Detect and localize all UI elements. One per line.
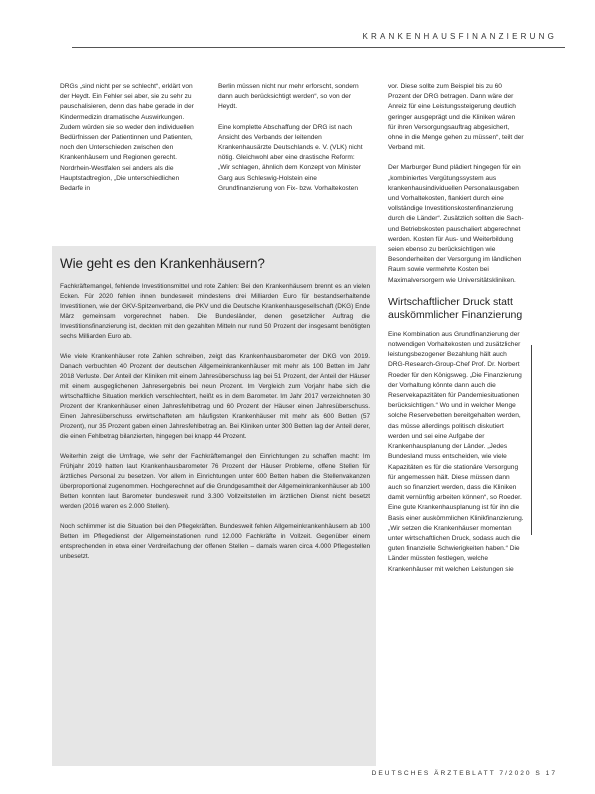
info-box-paragraph-4: Noch schlimmer ist die Situation bei den Pflegekräften. Bundesweit fehlen Allgemeinkrankenhäusern ab 100 Betten im Pflegedienst der Allgemeinstationen rund 12.000 Fachkräfte in Vollzeit. Gegenüber einem entsprechenden in etwa einer Verdreifachung der offenen Stellen – damals waren circa 4.000 Pflegestellen unbesetzt. bbox=[60, 523, 370, 560]
article-column-1 bbox=[60, 82, 200, 204]
margin-rule bbox=[531, 345, 532, 535]
column-2-paragraph-1: Berlin müssen nicht nur mehr erforscht, sondern dann auch berücksichtigt werden“, so von der Heydt. bbox=[218, 83, 359, 111]
column-3-paragraph-2: Der Marburger Bund plädiert hingegen für ein „kombiniertes Vergütungssystem aus krankenhausindividuellen Personalausgaben und Vorhaltekosten, flankiert durch eine vollständige Investitionskostenfinanzierung durch die Länder“. Zusätzlich sollten die Sach- und Betriebskosten pauschaliert abgerechnet werden. Kosten für Aus- und Weiterbildung seien ebenso zu berücksichtigen wie Besonderheiten der Versorgung im ländlichen Raum sowie vermehrte Kosten bei Maximalversorgern wie Universitätskliniken. bbox=[388, 164, 524, 284]
page-footer: DEUTSCHES ÄRZTEBLATT 7/2020 S 17 bbox=[371, 770, 557, 777]
page-header bbox=[0, 0, 595, 50]
article-column-3 bbox=[388, 82, 524, 585]
article-column-2 bbox=[218, 82, 366, 204]
column-3-paragraph-3: Eine Kombination aus Grundfinanzierung der notwendigen Vorhaltekosten und zusätzlicher leistungsbezogener Bezahlung hält auch DRG-Research-Group-Chef Prof. Dr. Norbert Roeder für den Königsweg. „Die Finanzierung der Vorhaltung könnte dann auch die Reservekapazitäten für Pandemiesituationen berücksichtigen.“ Wo und in welcher Menge solche Reservebetten bereitgehalten werden, das müsse allerdings politisch diskutiert werden und sei eine Aufgabe der Krankenhausplanung der Länder. „Jedes Bundesland muss entscheiden, wie viele Kapazitäten es für die stationäre Versorgung für angemessen hält. Diese müssen dann auch so finanziert werden, dass die Kliniken damit vernünftig arbeiten können“, so Roeder. Eine gute Krankenhausplanung ist für ihn die Basis einer auskömmlichen Klinikfinanzierung. „Wir setzen die Krankenhäuser momentan unter wirtschaftlichen Druck, sodass auch die guten finanzielle Schwierigkeiten haben.“ Die Länder müssten festlegen, welche Krankenhäuser mit welchen Leistungen sie bbox=[388, 330, 524, 573]
column-1-paragraph: DRGs „sind nicht per se schlecht“, erklärt von der Heydt. Ein Fehler sei aber, sie zu sehr zu pauschalisieren, denn das habe gerade in der Kindermedizin dramatische Auswirkungen. Zudem würden sie so weder den individuellen Bedürfnissen der Patientinnen und Patienten, noch den Unterschieden zwischen den Krankenhäusern und Regionen gerecht. Nordrhein-Westfalen sei anders als die Hauptstadtregion, „Die unterschiedlichen Bedarfe in bbox=[60, 83, 194, 193]
info-box-paragraph-1: Fachkräftemangel, fehlende Investitionsmittel und rote Zahlen: Bei den Krankenhäusern brennt es an vielen Ecken. Für 2020 fehlen ihnen bundesweit mindestens drei Milliarden Euro für bestandserhaltende Investitionen, wie der GKV-Spitzenverband, die PKV und die Deutsche Krankenhausgesellschaft (DKG) Ende März gemeinsam vorgerechnet haben. Die Bundesländer, denen gesetzlicher Auftrag die Investitionsfinanzierung ist, deckten mit den gezahlten Mitteln nur rund 50 Prozent der insgesamt benötigten sechs Milliarden Euro ab. bbox=[60, 283, 370, 340]
info-box bbox=[52, 246, 376, 766]
info-box-title: Wie geht es den Krankenhäusern? bbox=[60, 256, 265, 271]
column-2-paragraph-2: Eine komplette Abschaffung der DRG ist nach Ansicht des Verbands der leitenden Krankenhausärzte Deutschlands e. V. (VLK) nicht nötig. Gleichwohl aber eine drastische Reform: „Wir schlagen, ähnlich dem Konzept von Minister Garg aus Schleswig-Holstein eine Grundfinanzierung von Fix- bzw. Vorhaltekosten bbox=[218, 123, 363, 192]
header-divider bbox=[72, 47, 565, 48]
section-subheading: Wirtschaftlicher Druck statt auskömmlicher Finanzierung bbox=[388, 295, 523, 321]
info-box-paragraph-2: Wie viele Krankenhäuser rote Zahlen schreiben, zeigt das Krankenhausbarometer der DKG von 2019. Danach verbuchten 40 Prozent der deutschen Allgemeinkrankenhäuser mit mehr als 100 Betten im Jahr 2018 Verluste. Der Anteil der Kliniken mit einem Jahresüberschuss lag bei 51 Prozent, der Anteil der Häuser mit einem ausgeglichenen Jahresergebnis bei neun Prozent. Im Vergleich zum Vorjahr habe sich die wirtschaftliche Situation merklich verschlechtert, heißt es in dem Barometer. Im Jahr 2017 verzeichneten 30 Prozent der Krankenhäuser einen Jahresfehlbetrag und 60 Prozent der Häuser einen Jahresüberschuss. Einen Jahresüberschuss erwirtschafteten am häufigsten Krankenhäuser mit mehr als 600 Betten (57 Prozent), nur 35 Prozent gaben einen Jahresfehlbetrag an. Bei Kliniken unter 300 Betten lag der Anteil derer, die einen Fehlbetrag bilanzierten, hingegen bei knapp 44 Prozent. bbox=[60, 353, 370, 440]
info-box-paragraph-3: Weiterhin zeigt die Umfrage, wie sehr der Fachkräftemangel den Einrichtungen zu schaffen macht: Im Frühjahr 2019 hatten laut Krankenhausbarometer 76 Prozent der Häuser Probleme, offene Stellen für ärztliches Personal zu besetzen. Vor allem in Einrichtungen unter 600 Betten haben die Stellenvakanzen überproportional zugenommen. Hochgerechnet auf die Grundgesamtheit der Allgemeinkrankenhäuser ab 100 Betten konnten laut Barometer bundesweit rund 3.300 Vollzeitstellen im ärztlichen Dienst nicht besetzt werden (2016 waren es 2.000 Stellen). bbox=[60, 453, 370, 510]
info-box-body bbox=[60, 282, 370, 572]
column-3-paragraph-1: vor. Diese sollte zum Beispiel bis zu 60 Prozent der DRG betragen. Dann wäre der Anreiz für eine Leistungssteigerung deutlich geringer ausgeprägt und die Kliniken wären für ihren Versorgungsauftrag abgesichert, ohne in die Menge gehen zu müssen“, teilt der Verband mit. bbox=[388, 83, 524, 152]
section-title: KRANKENHAUSFINANZIERUNG bbox=[362, 32, 557, 41]
